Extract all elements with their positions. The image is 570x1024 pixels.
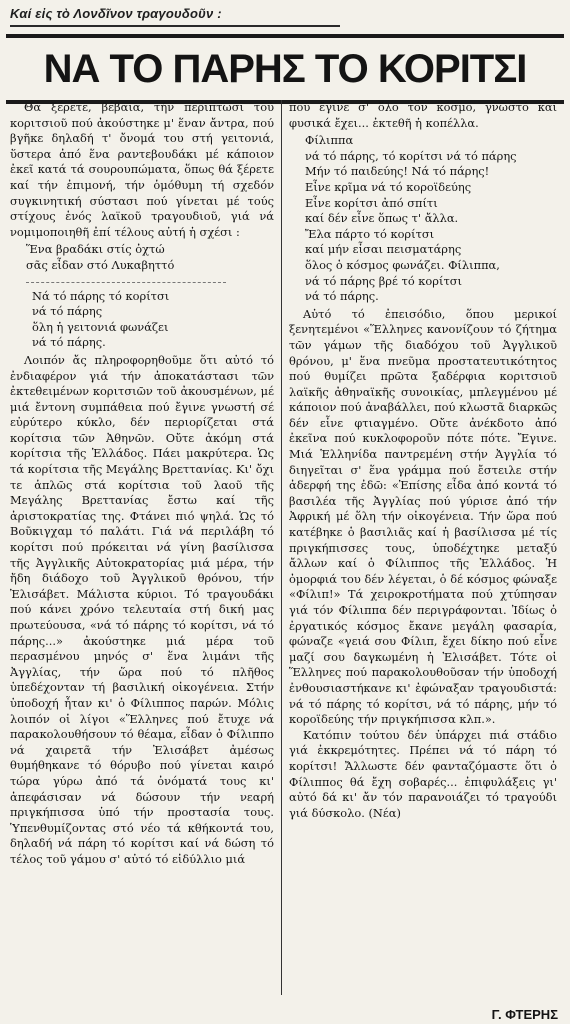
- kicker: Καί εἰς τὸ Λονδῖνον τραγουδοῦν :: [10, 6, 222, 21]
- column-divider: [281, 100, 282, 995]
- continued-paragraph: πού ἔγινε σ' ὅλο τόν κόσμο, γνωστό καί φυσικά ἔχει... ἐκτεθῆ ἡ κοπέλλα.: [289, 100, 557, 130]
- verse-line: Εἶνε κρῖμα νά τό κοροϊδεύης: [305, 179, 472, 194]
- body-paragraph-right: Αὐτό τό ἐπεισόδιο, ὅπου μερικοί ξενητεμένοι «Ἕλληνες κανονίζουν τό ζήτημα τῶν γάμων τῆς διαδόχου τοῦ Ἀγγλικοῦ θρόνου, μ' ἕνα πνεῦμα προστατευτικότητος πού θυμίζει πρῶτα ξαδέρφια κοριτσιοῦ λαϊκῆς ἀθηναϊκῆς συνοικίας, μπλεγμένου μέ κάποιον πού ἀναβάλλει, πού κλωστᾶ διαρκῶς δέν εἶνε φτιαγμένο. Οὔτε ἀνέκδοτο ἀπό ἐκεῖνα πού κυκλοφοροῦν πότε πότε. Ἔγινε. Μιά Ἑλληνίδα παντρεμένη στήν Ἀγγλία τό διηγεῖται σ' ἕνα γράμμα πού ἔστειλε στήν ἀδερφή της ἐδῶ: «Ἐπίσης εἶδα ἀπό κοντά τό βασιλέα τῆς Ἀγγλίας πού γύρισε ἀπό τήν Ἀφρική μέ ὅλη τήν οἰκογένεια. Τήν ὥρα πού κατέβηκε ὁ βασιλιᾶς καί ἡ βασίλισσα μέ τίς πριγκήπισσες τους, ὑποδέχτηκε μεταξύ ἄλλων καί ὁ Φίλιππος τῆς Ἑλλάδος. Ἡ ὀμορφιά του δέν λέγεται, ὁ δέ κόσμος φώναξε «Φίλιπ!» Τά χειροκροτήματα πού χτύπησαν γιά τόν Φίλιππα δέν περιγράφονται. Ἰδίως ὁ ἐργατικός κόσμος ἔκανε μεγάλη φασαρία, φώναζε «γειά σου Φίλιπ, ἔχει δίκηο πού εἶνε μαζί σου δαγκωμένη ἡ Ἐλισάβετ. Τότε οἱ Ἕλληνες πού παρακολουθοῦσαν τήν ὑποδοχή ἐνθουσιαστήκανε κι' ἐφώναξαν τραγουδιστά: νά τό πάρης τό κορίτσι, νά τό πάρης, μήν τό κοροϊδεύης τήν πριγκήπισσα κλπ.».: [289, 306, 557, 727]
- verse-line: καί μήν εἶσαι πεισματάρης: [305, 242, 462, 257]
- verse-line: Μήν τό παιδεύης! Νά τό πάρης!: [305, 164, 490, 179]
- author-signature: Γ. ΦΤΕΡΗΣ: [491, 1007, 558, 1022]
- intro-paragraph: Θά ξέρετε, βέβαια, τήν περίπτωσι τοῦ κοριτσιοῦ πού ἀκούστηκε μ' ἕναν ἄντρα, πού βγῆκε δηλαδή τ' ὄνομά του στή γειτονιά, ὕστερα ἀπό ἕνα ραντεβουδάκι μέ κάποιον ἐκεῖ κατά τά σουρουπώματα, ὅπως θά ξέρετε καί τήν ἐπιμονή, τήν ὁμόθυμη τή σχεδόν συγκινητική σύστασι πού γίνεται μέ τούς στίχους ἑνός λαϊκοῦ τραγουδιοῦ, γιά νά νομιμοποιηθῆ ἐπί τέλους αὐτή ἡ σχέσι :: [10, 100, 274, 239]
- verse-line: ὅλη ἡ γειτονιά φωνάζει: [32, 319, 169, 334]
- kicker-rule: [10, 25, 340, 27]
- verse-line: Φίλιππα: [305, 133, 354, 148]
- left-column: [10, 100, 274, 1002]
- verse-lyrics-3: [305, 133, 557, 305]
- verse-line: νά τό πάρης, τό κορίτσι νά τό πάρης: [305, 148, 517, 163]
- verse-lyrics-2: [26, 289, 274, 351]
- verse-line: ὅλος ὁ κόσμος φωνάζει. Φίλιππα,: [305, 257, 500, 272]
- verse-line: καί δέν εἶνε ὅπως τ' ἄλλα.: [305, 211, 459, 226]
- verse-line: νά τό πάρης.: [305, 289, 379, 304]
- verse-line: Εἶνε κορίτσι ἀπό σπίτι: [305, 195, 438, 210]
- right-column: [289, 100, 557, 1002]
- verse-separator: [26, 276, 226, 283]
- verse-line: σᾶς εἶδαν στό Λυκαβηττό: [26, 257, 175, 272]
- verse-line: νά τό πάρης βρέ τό κορίτσι: [305, 273, 462, 288]
- verse-line: Ἔλα πάρτο τό κορίτσι: [305, 226, 435, 241]
- body-paragraph-left: Λοιπόν ἄς πληροφορηθοῦμε ὅτι αὐτό τό ἐνδιαφέρον γιά τήν ἀποκατάστασι τῶν ἐκτεθειμένων κοριτσιῶν τοῦ ἀκουσμένων, μέ μιά ἔντονη συμπάθεια πού ἔγινε γνωστή σέ εὐρύτερο κύκλο, δέν περιορίζεται στά κορίτσια τῶν Ἀθηνῶν. Οὔτε ἀκόμη στά κορίτσια τῆς Ἑλλάδος. Πάει μακρύτερα. Ὡς τά κορίτσια τῆς Μεγάλης Βρεττανίας. Κι' ὄχι τε ἁπλῶς στά κορίτσια τοῦ λαοῦ τῆς Μεγάλης Βρεττανίας ἔστω καί τῆς ἀριστοκρατίας της. Φτάνει πιό ψηλά. Ὡς τό Βοῦκιγχαμ τό παλάτι. Γιά νά περιλάβη τό κορίτσι πού πρόκειται νά γίνη βασίλισσα τῆς Ἀγγλικῆς Αὐτοκρατορίας μιά μέρα, τήν ἤδη διάδοχο τοῦ Ἀγγλικοῦ θρόνου, τήν Ἐλισάβετ. Μάλιστα κύριοι. Τό τραγουδάκι πού κάνει χρόνο τελευταία στή δική μας πρωτεύουσα, «νά τό πάρης τό κορίτσι, νά τό πάρης...» ἀκούστηκε μιά μέρα τοῦ περασμένου μηνός σ' ἕνα λιμάνι τῆς Ἀγγλίας, τήν ὥρα πού τό πλῆθος ὑπεδέχονταν τή βασιλική οἰκογένεια. Στήν ὑποδοχή ἦταν κι' ὁ Φίλιππος παρών. Μόλις λοιπόν οἱ λίγοι «Ἕλληνες πού ἔτυχε νά παρακολουθήσουν τό θέαμα, εἶδαν ὁ Φίλιππο νά χαιρετᾶ τήν Ἐλισάβετ ἀμέσως θυμήθηκανε τό θόρυβο πού γίνεται καιρό τώρα γύρω ἀπό τά ὀνόματά τους κι' ἀπεφάσισαν νά δώσουν τήν νεαρή πριγκήπισσα ὑπό τήν προστασία τους. Ὑπενθυμίζοντας στό νέο τά κθήκοντά του, δηλαδή νά πάρη τό κορίτσι καί νά δώση τό τέλος τοῦ γάμου σ' αὐτό τό εἰδύλλιο μιά: [10, 352, 274, 866]
- closing-paragraph: Κατόπιν τούτου δέν ὑπάρχει πιά στάδιο γιά ἐκκρεμότητες. Πρέπει νά τό πάρη τό κορίτσι! Ἄλλωστε δέν φανταζόμαστε ὅτι ὁ Φίλιππος θά ἔχη σοβαρές... ἐπιφυλάξεις γι' αὐτό δά κι' ἄν τόν παρανοιάζει τό τραγούδι γιά δύσκολο. (Νέα): [289, 727, 557, 820]
- headline: ΝΑ ΤΟ ΠΑΡΗΣ ΤΟ ΚΟΡΙΤΣΙ: [6, 34, 564, 104]
- verse-line: Νά τό πάρης τό κορίτσι: [32, 288, 170, 303]
- verse-lyrics-1: [26, 242, 274, 273]
- verse-line: Ἕνα βραδάκι στίς ὀχτώ: [26, 242, 165, 257]
- verse-line: νά τό πάρης.: [32, 335, 106, 350]
- verse-line: νά τό πάρης: [32, 304, 103, 319]
